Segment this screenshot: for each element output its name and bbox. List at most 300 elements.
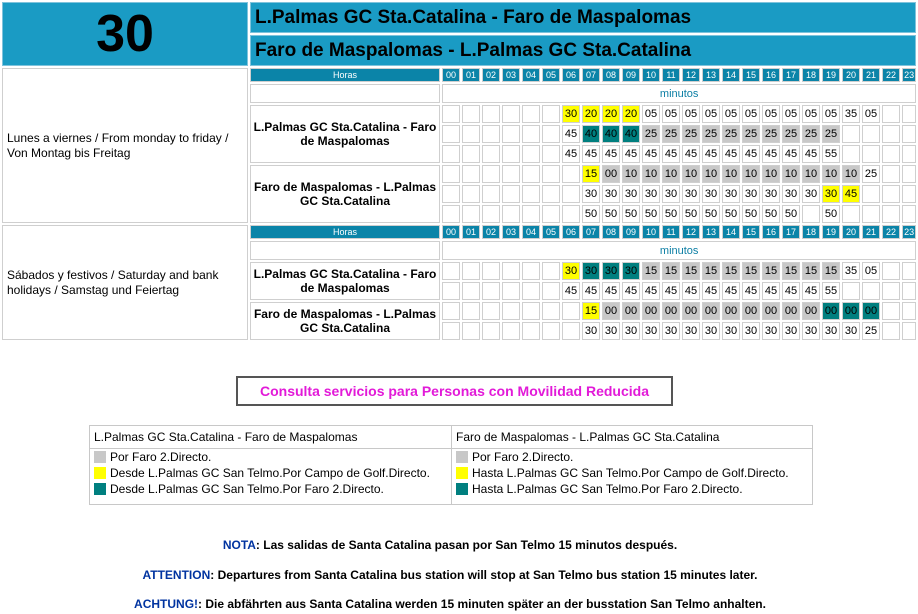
minute-cell: 50 [642,205,660,223]
minute-cell: 05 [682,105,700,123]
minute-cell: 00 [602,165,620,183]
hour-header: 11 [662,225,680,239]
minute-cell [542,262,560,280]
minute-cell: 10 [722,165,740,183]
minute-cell [562,185,580,203]
legend-swatch [94,467,106,479]
minute-cell: 15 [762,262,780,280]
minute-cell [902,302,916,320]
minute-cell [542,145,560,163]
minute-cell [882,185,900,203]
note-colon: : [255,538,260,552]
minute-cell [502,262,520,280]
minute-cell: 30 [822,185,840,203]
minute-cell [522,145,540,163]
minute-cell: 35 [842,262,860,280]
minute-cell: 30 [662,322,680,340]
minute-cell [902,165,916,183]
minute-cell: 45 [802,282,820,300]
hour-header: 01 [462,68,480,82]
note-colon: : [198,597,203,611]
minute-cell: 25 [702,125,720,143]
minute-cell: 45 [622,145,640,163]
minute-cell: 00 [822,302,840,320]
minute-cell: 30 [622,322,640,340]
minute-cell [502,105,520,123]
minute-cell: 20 [622,105,640,123]
minute-cell [902,145,916,163]
hour-header: 12 [682,68,700,82]
minute-cell: 50 [622,205,640,223]
minute-cell [462,165,480,183]
minute-cell: 30 [762,185,780,203]
minute-cell: 25 [782,125,800,143]
legend [89,425,813,505]
legend-item [90,449,451,465]
hour-header: 15 [742,68,760,82]
minute-cell [902,262,916,280]
minute-cell: 15 [682,262,700,280]
minute-cell: 00 [702,302,720,320]
legend-swatch [456,483,468,495]
minute-cell [522,185,540,203]
hour-header: 16 [762,68,780,82]
minute-cell: 30 [742,185,760,203]
minute-cell: 25 [762,125,780,143]
minute-cell [522,262,540,280]
minute-cell: 45 [722,145,740,163]
minute-cell: 00 [602,302,620,320]
minute-cell: 30 [722,185,740,203]
minute-cell: 15 [742,262,760,280]
minute-cell [462,322,480,340]
minute-cell: 10 [682,165,700,183]
minute-cell: 10 [742,165,760,183]
minute-cell: 25 [822,125,840,143]
minute-cell: 45 [562,145,580,163]
minute-cell [542,105,560,123]
minute-cell: 50 [702,205,720,223]
minute-cell [842,282,860,300]
route-number: 30 [2,2,248,66]
minute-cell [902,205,916,223]
minute-cell: 30 [622,185,640,203]
day-type-label: Sábados y festivos / Saturday and bank holidays / Samstag und Feiertag [2,225,248,340]
minute-cell [522,165,540,183]
legend-text: Desde L.Palmas GC San Telmo.Por Faro 2.Directo. [110,482,384,496]
minute-cell [462,262,480,280]
minute-cell: 00 [742,302,760,320]
legend-swatch [94,451,106,463]
minute-cell: 45 [582,145,600,163]
hour-header: 06 [562,68,580,82]
minute-cell [562,322,580,340]
note-text: Die abfährten aus Santa Catalina werden 15 minuten später an der busstation San Telmo anhalten. [202,597,766,611]
minute-cell [542,165,560,183]
hour-header: 17 [782,68,800,82]
minute-cell: 10 [702,165,720,183]
minute-cell: 30 [802,322,820,340]
note-line [0,538,900,552]
minute-cell: 45 [842,185,860,203]
minute-cell [462,302,480,320]
minute-cell: 10 [622,165,640,183]
note-text: Departures from Santa Catalina bus station will stop at San Telmo bus station 15 minutes later. [214,568,758,582]
minute-cell [502,125,520,143]
minute-cell: 45 [742,282,760,300]
hour-header: 02 [482,225,500,239]
hour-header: 08 [602,225,620,239]
minute-cell [502,302,520,320]
minute-cell: 45 [762,282,780,300]
minute-cell: 05 [802,105,820,123]
minute-cell: 10 [842,165,860,183]
legend-item [452,465,812,481]
minute-cell: 50 [822,205,840,223]
minute-cell: 05 [862,262,880,280]
minute-cell: 45 [782,145,800,163]
hour-header: 23 [902,225,916,239]
minute-cell [542,302,560,320]
hour-header: 22 [882,68,900,82]
minute-cell [522,322,540,340]
minute-cell [882,125,900,143]
minute-cell [522,105,540,123]
minute-cell [462,125,480,143]
minute-cell: 25 [722,125,740,143]
minute-cell: 05 [742,105,760,123]
hour-header: 07 [582,68,600,82]
hour-header: 11 [662,68,680,82]
minute-cell [442,105,460,123]
hour-header: 06 [562,225,580,239]
minutes-label: minutos [442,241,916,260]
minute-cell: 05 [782,105,800,123]
minute-cell: 10 [662,165,680,183]
hour-header: 05 [542,225,560,239]
minute-cell [502,205,520,223]
minute-cell [502,145,520,163]
minute-cell: 50 [602,205,620,223]
minute-cell: 45 [762,145,780,163]
minute-cell [882,302,900,320]
inbound-title: Faro de Maspalomas - L.Palmas GC Sta.Catalina [250,35,916,66]
hour-header: 21 [862,68,880,82]
hour-header: 10 [642,68,660,82]
minute-cell: 45 [602,145,620,163]
minute-cell [882,322,900,340]
minute-cell: 45 [782,282,800,300]
minute-cell: 00 [642,302,660,320]
pmr-link[interactable]: Consulta servicios para Personas con Movilidad Reducida [259,383,649,399]
legend-text: Por Faro 2.Directo. [472,450,574,464]
minute-cell: 00 [802,302,820,320]
minute-cell [462,185,480,203]
legend-swatch [94,483,106,495]
minute-cell: 40 [602,125,620,143]
minute-cell [522,282,540,300]
hour-header: 14 [722,68,740,82]
hour-header: 20 [842,68,860,82]
minute-cell: 30 [822,322,840,340]
minute-cell [482,105,500,123]
minute-cell: 30 [562,262,580,280]
minute-cell [442,282,460,300]
hour-header: 08 [602,68,620,82]
minute-cell: 00 [842,302,860,320]
note-key: ACHTUNG! [134,597,199,611]
minute-cell: 20 [602,105,620,123]
hour-header: 18 [802,68,820,82]
hours-label: Horas [250,225,440,239]
minute-cell: 05 [862,105,880,123]
minute-cell: 45 [802,145,820,163]
minute-cell: 45 [582,282,600,300]
minute-cell: 10 [822,165,840,183]
legend-item [452,481,812,497]
minute-cell [882,262,900,280]
minute-cell [482,185,500,203]
legend-item [90,481,451,497]
minute-cell: 30 [582,185,600,203]
minute-cell: 45 [622,282,640,300]
hour-header: 01 [462,225,480,239]
minute-cell: 30 [782,322,800,340]
minute-cell [502,185,520,203]
hour-header: 00 [442,68,460,82]
minute-cell [442,165,460,183]
blank-cell [250,241,440,260]
minute-cell: 30 [682,322,700,340]
legend-outbound-header: L.Palmas GC Sta.Catalina - Faro de Maspalomas [90,426,451,449]
minute-cell [842,125,860,143]
minute-cell [442,185,460,203]
hour-header: 09 [622,68,640,82]
minute-cell [802,205,820,223]
minute-cell: 30 [802,185,820,203]
minute-cell [482,145,500,163]
minute-cell: 45 [682,282,700,300]
minute-cell: 50 [762,205,780,223]
minute-cell: 05 [822,105,840,123]
minute-cell: 00 [862,302,880,320]
direction-label: L.Palmas GC Sta.Catalina - Faro de Maspalomas [250,262,440,300]
minutes-label: minutos [442,84,916,103]
minute-cell: 50 [682,205,700,223]
minute-cell: 45 [702,282,720,300]
minute-cell [882,205,900,223]
minute-cell: 05 [662,105,680,123]
hour-header: 03 [502,225,520,239]
minute-cell: 30 [582,322,600,340]
minute-cell [482,322,500,340]
minute-cell: 45 [602,282,620,300]
minute-cell [522,125,540,143]
minute-cell: 25 [642,125,660,143]
minute-cell [442,125,460,143]
minute-cell: 45 [562,125,580,143]
legend-inbound-header: Faro de Maspalomas - L.Palmas GC Sta.Catalina [452,426,812,449]
minute-cell [442,262,460,280]
minute-cell: 30 [642,185,660,203]
hour-header: 00 [442,225,460,239]
minute-cell [522,205,540,223]
minute-cell [902,282,916,300]
minute-cell: 40 [622,125,640,143]
minute-cell: 45 [562,282,580,300]
direction-label: Faro de Maspalomas - L.Palmas GC Sta.Catalina [250,165,440,223]
minute-cell: 45 [742,145,760,163]
minute-cell [542,125,560,143]
hour-header: 16 [762,225,780,239]
minute-cell: 30 [642,322,660,340]
minute-cell [462,145,480,163]
minute-cell [442,145,460,163]
direction-label: L.Palmas GC Sta.Catalina - Faro de Maspalomas [250,105,440,163]
minute-cell [862,145,880,163]
minute-cell [542,322,560,340]
minute-cell [522,302,540,320]
hour-header: 22 [882,225,900,239]
minute-cell [482,125,500,143]
minute-cell [542,185,560,203]
minute-cell: 05 [762,105,780,123]
minute-cell: 15 [722,262,740,280]
note-line [0,597,900,611]
legend-item [452,449,812,465]
minute-cell: 45 [702,145,720,163]
minute-cell [442,302,460,320]
minute-cell [842,145,860,163]
minute-cell: 00 [662,302,680,320]
hour-header: 07 [582,225,600,239]
minute-cell: 15 [802,262,820,280]
minute-cell [882,105,900,123]
minute-cell: 30 [582,262,600,280]
hour-header: 05 [542,68,560,82]
minute-cell: 10 [642,165,660,183]
hour-header: 03 [502,68,520,82]
minute-cell: 45 [642,145,660,163]
hour-header: 18 [802,225,820,239]
outbound-title: L.Palmas GC Sta.Catalina - Faro de Maspalomas [250,2,916,33]
minute-cell [902,185,916,203]
minute-cell [542,282,560,300]
minute-cell: 30 [722,322,740,340]
legend-swatch [456,467,468,479]
hour-header: 15 [742,225,760,239]
hour-header: 13 [702,225,720,239]
minute-cell [462,282,480,300]
legend-text: Desde L.Palmas GC San Telmo.Por Campo de Golf.Directo. [110,466,430,480]
legend-inbound [452,426,812,504]
legend-outbound [90,426,452,504]
minute-cell [862,185,880,203]
hour-header: 19 [822,68,840,82]
minute-cell: 10 [802,165,820,183]
minute-cell: 50 [582,205,600,223]
minute-cell [462,105,480,123]
minute-cell: 45 [722,282,740,300]
minute-cell [882,145,900,163]
minute-cell [502,282,520,300]
minute-cell: 10 [782,165,800,183]
minute-cell [862,205,880,223]
minute-cell: 45 [662,145,680,163]
hour-header: 09 [622,225,640,239]
minute-cell: 25 [682,125,700,143]
hours-label: Horas [250,68,440,82]
pmr-link-box [236,376,673,406]
minute-cell: 30 [702,322,720,340]
hour-header: 20 [842,225,860,239]
legend-text: Por Faro 2.Directo. [110,450,212,464]
minute-cell: 30 [762,322,780,340]
minute-cell: 50 [742,205,760,223]
minute-cell: 45 [662,282,680,300]
direction-label: Faro de Maspalomas - L.Palmas GC Sta.Catalina [250,302,440,340]
minute-cell: 05 [702,105,720,123]
minute-cell [562,302,580,320]
minute-cell [462,205,480,223]
minute-cell: 05 [642,105,660,123]
minute-cell: 25 [662,125,680,143]
minute-cell [482,262,500,280]
legend-swatch [456,451,468,463]
note-line [0,568,900,582]
minute-cell: 15 [662,262,680,280]
minute-cell: 20 [582,105,600,123]
minute-cell: 30 [662,185,680,203]
minute-cell [562,165,580,183]
note-text: Las salidas de Santa Catalina pasan por San Telmo 15 minutos después. [259,538,678,552]
minute-cell: 15 [702,262,720,280]
note-key: NOTA [222,538,256,552]
hour-header: 23 [902,68,916,82]
minute-cell: 30 [602,262,620,280]
minute-cell [442,322,460,340]
minute-cell: 30 [622,262,640,280]
minute-cell [482,205,500,223]
minute-cell [482,282,500,300]
minute-cell: 25 [802,125,820,143]
minute-cell: 55 [822,282,840,300]
minute-cell [902,322,916,340]
day-type-label: Lunes a viernes / From monday to friday / Von Montag bis Freitag [2,68,248,223]
minute-cell: 00 [622,302,640,320]
minute-cell [442,205,460,223]
minute-cell [862,282,880,300]
minute-cell: 00 [682,302,700,320]
minute-cell [902,125,916,143]
minute-cell: 40 [582,125,600,143]
hour-header: 02 [482,68,500,82]
minute-cell [482,302,500,320]
minute-cell [902,105,916,123]
hour-header: 10 [642,225,660,239]
minute-cell: 00 [762,302,780,320]
minute-cell: 00 [722,302,740,320]
hour-header: 21 [862,225,880,239]
minute-cell: 25 [862,165,880,183]
minute-cell: 30 [742,322,760,340]
minute-cell: 55 [822,145,840,163]
minute-cell: 30 [782,185,800,203]
legend-text: Hasta L.Palmas GC San Telmo.Por Campo de Golf.Directo. [472,466,789,480]
minute-cell: 25 [742,125,760,143]
minute-cell [482,165,500,183]
hour-header: 12 [682,225,700,239]
